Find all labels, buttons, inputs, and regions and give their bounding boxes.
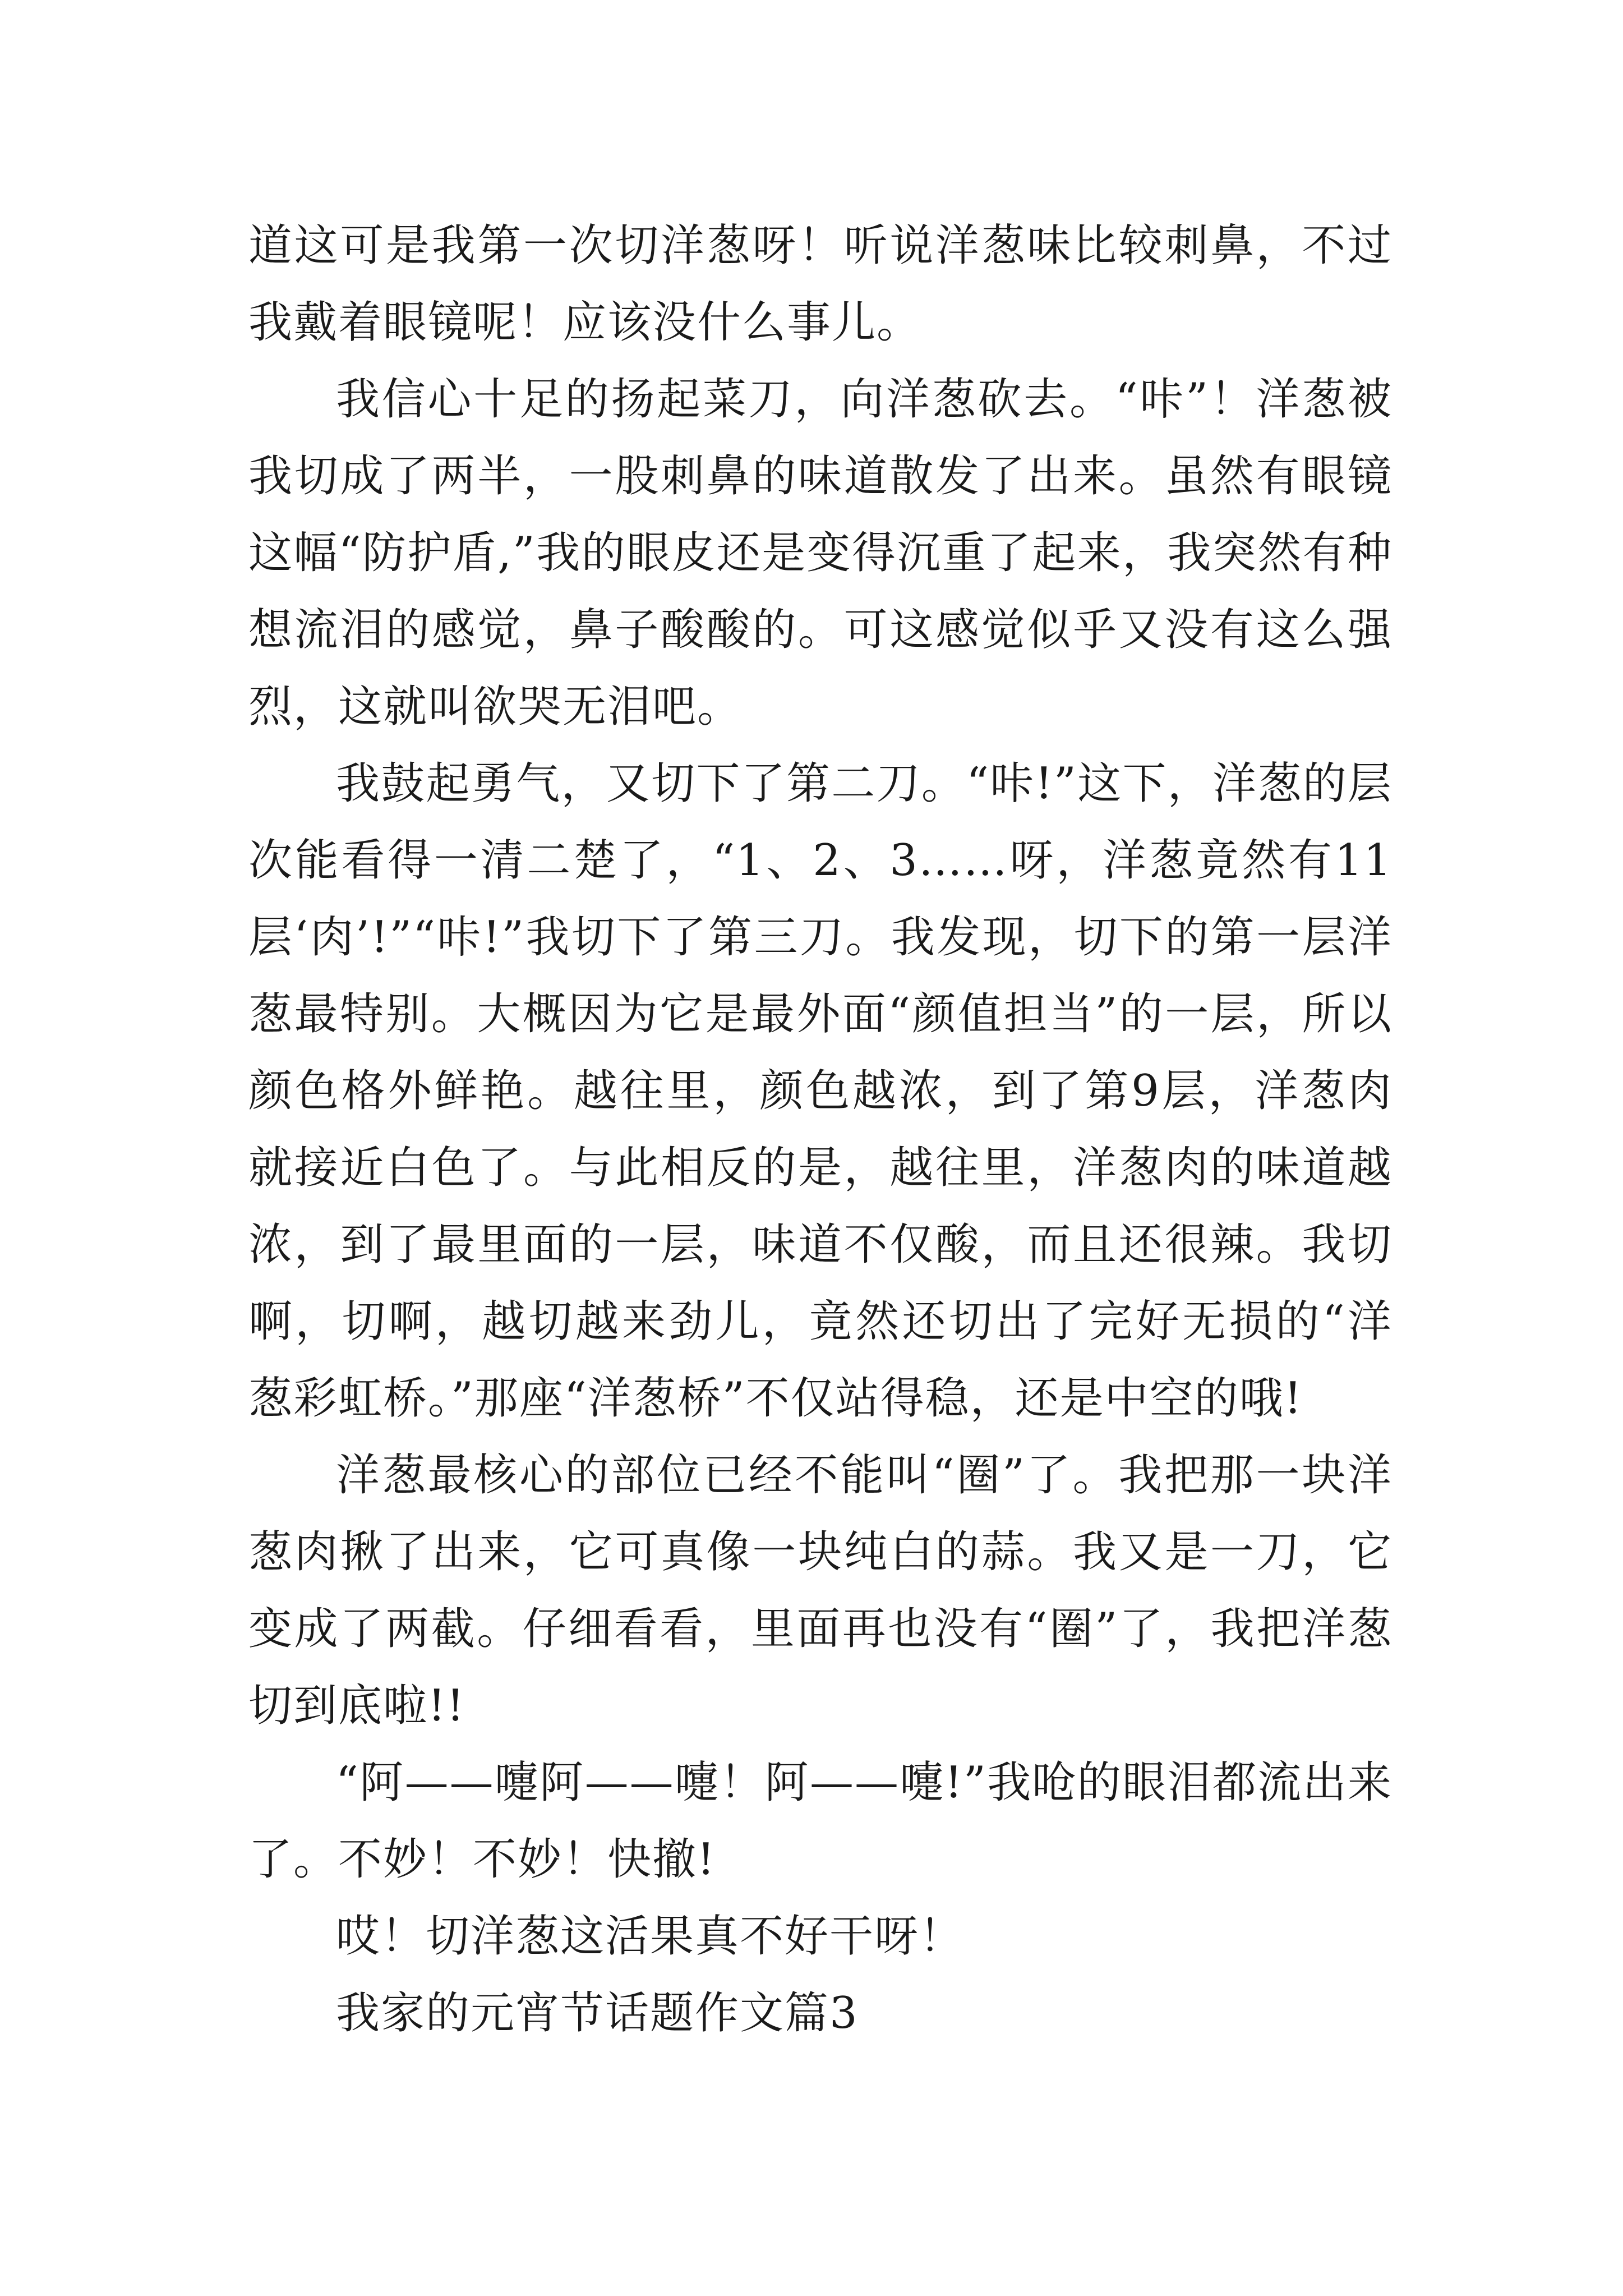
paragraph-2: 我信心十足的扬起菜刀，向洋葱砍去。“咔”！洋葱被我切成了两半，一股刺鼻的味道散发了出来。虽然有眼镜这幅“防护盾,”我的眼皮还是变得沉重了起来，我突然有种想流泪的感觉，鼻子酸酸的。可这感觉似乎又没有这么强烈，这就叫欲哭无泪吧。: [248, 374, 1393, 732]
section-heading: 我家的元宵节话题作文篇3: [336, 1988, 859, 2039]
essay-body: [248, 208, 1393, 2052]
paragraph-5: “阿——嚏阿——嚏！阿——嚏!”我呛的眼泪都流出来了。不妙！不妙！快撤!: [248, 1757, 1393, 1885]
paragraph-4: 洋葱最核心的部位已经不能叫“圈”了。我把那一块洋葱肉揪了出来，它可真像一块纯白的蒜。我又是一刀，它变成了两截。仔细看看，里面再也没有“圈”了，我把洋葱切到底啦!!: [248, 1450, 1393, 1731]
paragraph-1: 道这可是我第一次切洋葱呀！听说洋葱味比较刺鼻，不过我戴着眼镜呢！应该没什么事儿。: [248, 220, 1393, 348]
paragraph-3: 我鼓起勇气，又切下了第二刀。“咔!”这下，洋葱的层次能看得一清二楚了，“1、2、3……呀，洋葱竟然有11层‘肉’!”“咔!”我切下了第三刀。我发现，切下的第一层洋葱最特别。大概因为它是最外面“颜值担当”的一层，所以颜色格外鲜艳。越往里，颜色越浓，到了第9层，洋葱肉就接近白色了。与此相反的是，越往里，洋葱肉的味道越浓，到了最里面的一层，味道不仅酸，而且还很辣。我切啊，切啊，越切越来劲儿，竟然还切出了完好无损的“洋葱彩虹桥。”那座“洋葱桥”不仅站得稳，还是中空的哦!: [248, 758, 1393, 1424]
paragraph-6: 哎！切洋葱这活果真不好干呀！: [336, 1911, 965, 1962]
